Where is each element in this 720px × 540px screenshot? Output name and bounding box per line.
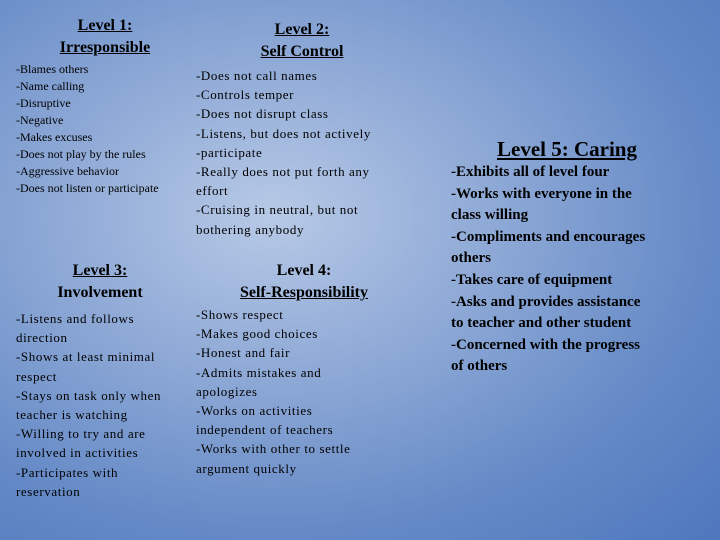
level2-title-line2: Self Control	[260, 43, 344, 60]
level4-title-line1: Level 4:	[276, 262, 332, 279]
level3-title-line2: Involvement	[57, 284, 143, 301]
level5-title: Level 5: Caring	[497, 137, 637, 161]
level5-items: -Exhibits all of level four -Works with everyone in the class willing -Compliments and encourages others -Takes care of equipment -Asks and provides assistance to teacher and other student -Concerned with the progress of others	[451, 164, 646, 375]
level1-title-line1: Level 1:	[77, 17, 133, 34]
level4-title-line2: Self-Responsibility	[239, 284, 368, 301]
level3-heading	[30, 260, 170, 304]
level2-items: -Does not call names -Controls temper -Does not disrupt class -Listens, but does not actively -participate -Really does not put forth any effort -Cruising in neutral, but not bothering anybody	[196, 68, 371, 237]
level4-heading	[212, 260, 396, 304]
level2-title-line1: Level 2:	[274, 21, 330, 38]
level3-items: -Listens and follows direction -Shows at least minimal respect -Stays on task only when teacher is watching -Willing to try and are involved in activities -Participates with reservation	[16, 311, 162, 499]
level4-items: -Shows respect -Makes good choices -Honest and fair -Admits mistakes and apologizes -Works on activities independent of teachers -Works with other to settle argument quickly	[196, 307, 351, 476]
level1-items: -Blames others -Name calling -Disruptive -Negative -Makes excuses -Does not play by the rules -Aggressive behavior -Does not listen or participate	[16, 62, 159, 195]
level1-title-line2: Irresponsible	[59, 39, 151, 56]
level1-heading	[30, 15, 180, 59]
level2-heading	[222, 19, 382, 63]
level3-title-line1: Level 3:	[72, 262, 128, 279]
